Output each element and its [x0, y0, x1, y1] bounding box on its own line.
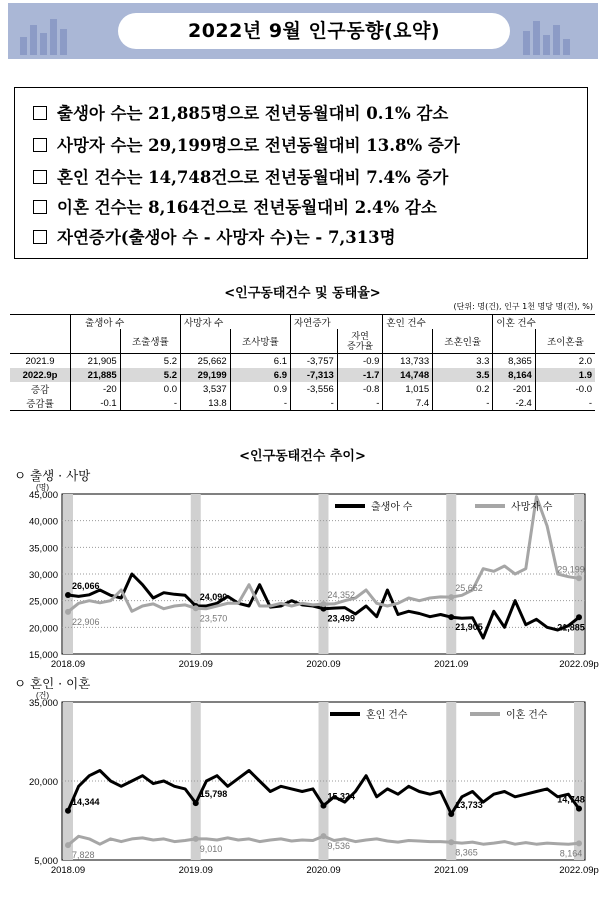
summary-item: 혼인 건수는 14,748건으로 전년동월대비 7.4% 증가 — [33, 164, 448, 188]
x-tick-label: 2018.09 — [50, 659, 86, 670]
legend-label: 이혼 건수 — [506, 710, 548, 721]
y-axis-unit: (건) — [36, 691, 50, 700]
y-tick-label: 45,000 — [28, 490, 58, 501]
data-label: 9,010 — [199, 843, 223, 854]
data-point — [448, 839, 454, 845]
chart1-title: ㅇ 출생 · 사망 — [14, 468, 91, 483]
summary-box — [14, 87, 588, 259]
y-tick-label: 20,000 — [28, 777, 58, 788]
trend-title: <인구동태건수 추이> — [239, 449, 366, 464]
y-tick-label: 35,000 — [28, 698, 58, 709]
x-tick-label: 2022.09p — [559, 659, 599, 670]
data-label: 8,164 — [559, 848, 583, 859]
data-label: 13,733 — [455, 800, 483, 811]
data-point — [321, 833, 327, 839]
sub-header: 조사망률 — [230, 329, 290, 354]
data-point — [321, 803, 327, 809]
period-band — [446, 702, 456, 860]
data-label: 26,066 — [72, 580, 100, 591]
data-point — [448, 811, 454, 817]
data-point — [193, 836, 199, 842]
data-point — [193, 605, 199, 611]
x-tick-label: 2021.09 — [434, 865, 469, 876]
summary-item: 이혼 건수는 8,164건으로 전년동월대비 2.4% 감소 — [33, 194, 437, 218]
data-point — [65, 808, 71, 814]
summary-item: 사망자 수는 29,199명으로 전년동월대비 13.8% 증가 — [33, 132, 460, 156]
col-header-births: 출생아 수 — [71, 315, 181, 330]
x-tick-label: 2018.09 — [50, 865, 86, 876]
legend-label: 혼인 건수 — [366, 710, 408, 721]
col-header-deaths: 사망자 수 — [181, 315, 291, 330]
checkbox-icon — [33, 200, 47, 214]
data-label: 15,324 — [327, 791, 356, 802]
data-label: 21,905 — [455, 622, 483, 633]
table-row: 증감 -20 0.0 3,537 0.9 -3,556 -0.8 1,015 0.2 -201 -0.0 — [10, 382, 595, 396]
data-point — [65, 842, 71, 848]
legend-label: 출생아 수 — [371, 502, 413, 513]
data-point — [576, 840, 582, 846]
col-header-natural-increase: 자연증가 — [291, 315, 383, 330]
x-tick-label: 2021.09 — [434, 659, 469, 670]
x-tick-label: 2019.09 — [178, 865, 213, 876]
checkbox-icon — [33, 230, 47, 244]
checkbox-icon — [33, 138, 47, 152]
decorative-bar-graphic — [20, 17, 80, 55]
data-point — [321, 601, 327, 607]
legend-label: 사망자 수 — [511, 502, 553, 513]
y-tick-label: 25,000 — [28, 596, 58, 608]
table-row: 2022.9p 21,885 5.2 29,199 6.9 -7,313 -1.7 14,748 3.5 8,164 1.9 — [10, 368, 595, 382]
data-label: 29,199 — [557, 564, 585, 575]
y-tick-label: 35,000 — [28, 543, 58, 555]
data-label: 8,365 — [455, 847, 478, 858]
y-tick-label: 15,000 — [28, 650, 58, 661]
data-point — [193, 800, 199, 806]
checkbox-icon — [33, 170, 47, 184]
y-tick-label: 40,000 — [28, 516, 58, 528]
data-label: 21,885 — [557, 622, 585, 633]
data-label: 22,906 — [72, 616, 100, 627]
y-tick-label: 5,000 — [34, 856, 58, 867]
sub-header: 조출생률 — [120, 329, 180, 354]
y-tick-label: 20,000 — [28, 623, 58, 635]
data-label: 23,570 — [199, 613, 228, 624]
data-point — [65, 592, 71, 598]
page-title: 2022년 9월 인구동향(요약) — [118, 13, 510, 49]
data-point — [448, 614, 454, 620]
data-label: 15,798 — [199, 789, 228, 800]
data-label: 23,499 — [327, 613, 356, 624]
period-band — [191, 494, 201, 654]
title-banner — [8, 3, 598, 59]
table-title: <인구동태건수 및 동태율> — [224, 286, 381, 301]
table-row: 증감률 -0.1 - 13.8 - - - 7.4 - -2.4 - — [10, 396, 595, 411]
data-label: 25,662 — [455, 583, 483, 594]
marriage-divorce-chart — [0, 690, 605, 880]
y-axis-unit: (명) — [36, 483, 50, 492]
sub-header: 증가율 — [347, 341, 374, 351]
summary-item: 자연증가(출생아 수 - 사망자 수)는 - 7,313명 — [33, 224, 396, 248]
data-label: 9,536 — [327, 841, 351, 852]
data-point — [576, 614, 582, 620]
x-tick-label: 2020.09 — [306, 659, 341, 670]
data-label: 14,344 — [72, 796, 100, 807]
checkbox-icon — [33, 106, 47, 120]
table-unit: (단위: 명(건), 인구 1천 명당 명(건), %) — [453, 302, 593, 311]
y-tick-label: 30,000 — [28, 570, 58, 581]
data-label: 24,090 — [199, 592, 228, 602]
sub-header: 자연 — [351, 331, 369, 341]
data-point — [576, 575, 582, 581]
x-tick-label: 2022.09p — [559, 865, 599, 876]
data-point — [65, 609, 71, 615]
stats-table — [10, 314, 595, 411]
sub-header: 조이혼율 — [535, 329, 595, 354]
data-point — [576, 806, 582, 812]
decorative-bar-graphic — [523, 17, 583, 55]
chart2-title: ㅇ 혼인 · 이혼 — [14, 676, 91, 691]
table-row: 2021.9 21,905 5.2 25,662 6.1 -3,757 -0.9 13,733 3.3 8,365 2.0 — [10, 354, 595, 369]
x-tick-label: 2019.09 — [178, 659, 213, 670]
birth-death-chart — [0, 482, 605, 670]
data-label: 7,828 — [72, 850, 95, 861]
col-header-divorces: 이혼 건수 — [493, 315, 595, 330]
sub-header: 조혼인율 — [433, 329, 493, 354]
data-point — [448, 594, 454, 600]
data-label: 24,352 — [327, 590, 356, 601]
col-header-marriages: 혼인 건수 — [383, 315, 493, 330]
summary-item: 출생아 수는 21,885명으로 전년동월대비 0.1% 감소 — [33, 100, 448, 124]
data-label: 14,748 — [557, 794, 585, 805]
x-tick-label: 2020.09 — [306, 865, 341, 876]
